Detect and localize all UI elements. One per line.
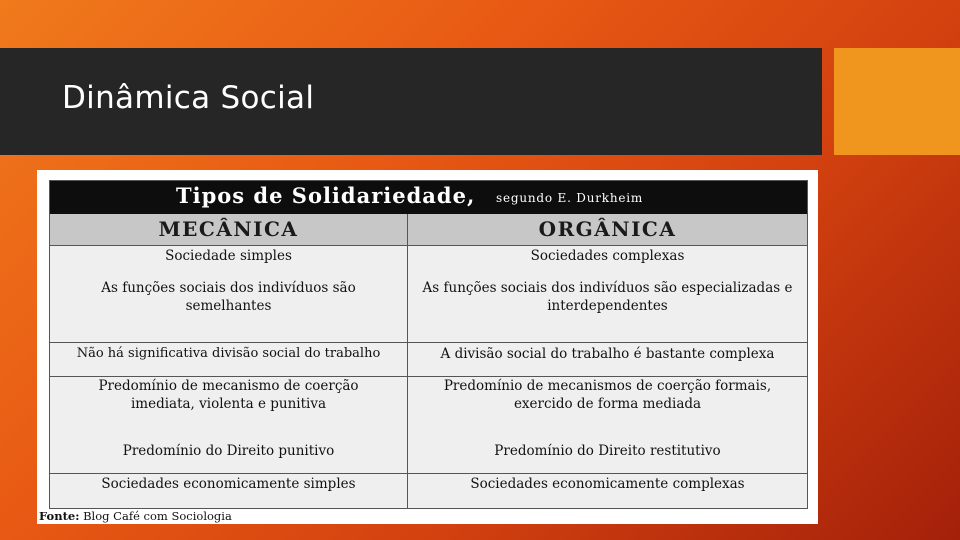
column-header-organica: ORGÂNICA [408,214,807,246]
slide-title: Dinâmica Social [62,80,315,116]
table-cell: Sociedades economicamente simples [101,476,356,492]
row-divider [50,342,807,343]
source-text: Blog Café com Sociologia [83,509,232,523]
table-cell: Sociedades economicamente complexas [470,476,745,492]
row-divider [50,473,807,474]
solidarity-table [49,180,808,509]
column-header-mecanica: MECÂNICA [50,214,408,246]
source-caption [39,509,232,523]
accent-box [834,48,960,155]
table-cell: Não há significativa divisão social do trabalho [76,346,381,361]
table-header-sub: segundo E. Durkheim [496,191,644,205]
table-cell: Sociedade simples [165,248,292,264]
table-cell: Predomínio do Direito punitivo [122,443,335,459]
source-label: Fonte: [39,509,80,523]
table-cell: As funções sociais dos indivíduos são especializadas e interdependentes [422,280,793,314]
table-header [50,181,807,214]
table-cell: Sociedades complexas [530,248,685,264]
table-cell: Predomínio do Direito restitutivo [494,443,721,459]
table-cell: Predomínio de mecanismo de coerção imediata, violenta e punitiva [98,378,359,412]
image-panel [37,170,818,524]
table-cell: A divisão social do trabalho é bastante complexa [440,346,775,362]
table-cell: As funções sociais dos indivíduos são semelhantes [101,280,356,314]
table-cell: Predomínio de mecanismos de coerção formais, exercido de forma mediada [443,378,772,412]
table-header-main: Tipos de Solidariedade, [176,183,476,208]
